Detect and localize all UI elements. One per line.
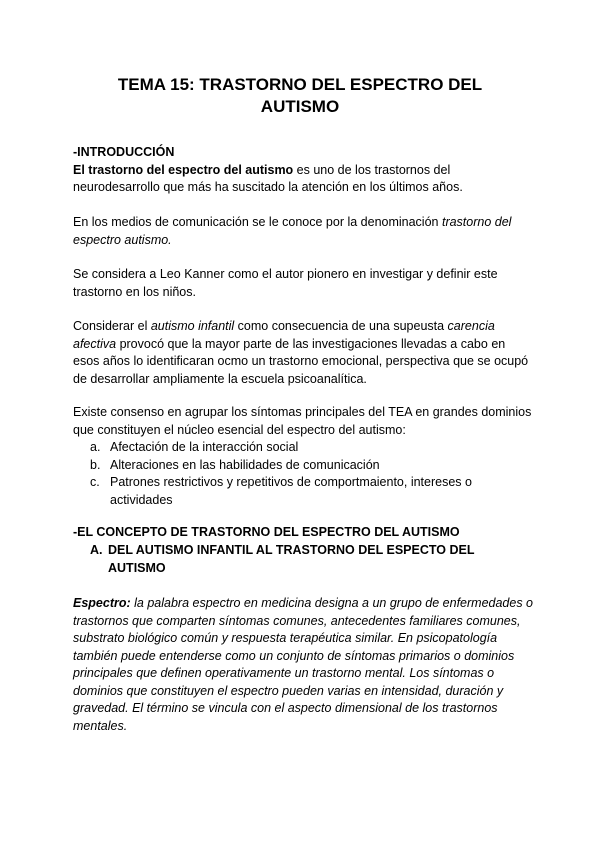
intro-p4-a: Considerar el	[73, 319, 151, 333]
intro-paragraph-3: Se considera a Leo Kanner como el autor pionero en investigar y definir este trastorno en los niños.	[73, 267, 498, 299]
definition-term: Espectro:	[73, 596, 131, 610]
list-text: Alteraciones en las habilidades de comunicación	[110, 457, 380, 472]
subheading-text: DEL AUTISMO INFANTIL AL TRASTORNO DEL ESPECTO DEL AUTISMO	[108, 543, 475, 575]
spectrum-definition	[73, 595, 533, 735]
intro-term: El trastorno del espectro del autismo	[73, 162, 294, 177]
title-line-1: TEMA 15: TRASTORNO DEL ESPECTRO DEL	[117, 75, 483, 94]
title-line-2: AUTISMO	[260, 97, 340, 116]
concept-heading: -EL CONCEPTO DE TRASTORNO DEL ESPECTRO DEL AUTISMO	[73, 525, 460, 539]
list-item	[90, 474, 530, 509]
intro-paragraph-5: Existe consenso en agrupar los síntomas principales del TEA en grandes dominios que constituyen el núcleo esencial del espectro del autismo:	[73, 405, 532, 437]
list-text: Patrones restrictivos y repetitivos de comportmaiento, intereses o actividades	[110, 475, 472, 507]
definition-text: la palabra espectro en medicina designa a un grupo de enfermedades o trastornos que comparten síntomas comunes, antecedentes familiares comunes, substrato biológico común y respuesta terapéutica similar. En psicopatología también puede entenderse como un conjunto de síntomas primarios o dominios principales que definen operativamente un trastorno mental. Los síntomas o dominios que constituyen el espectro pueden varias en intensidad, duración y gravedad. El término se vincula con el aspecto dimensional de los trastornos mentales.	[73, 596, 534, 733]
intro-p1-text: es uno de los trastornos del neurodesarrollo que más ha suscitado la atención en los últimos años.	[73, 162, 463, 194]
symptom-list	[90, 439, 530, 509]
intro-p2-text: En los medios de comunicación se le conoce por la denominación	[73, 215, 442, 229]
list-text: Afectación de la interacción social	[110, 440, 299, 454]
list-marker: a.	[90, 440, 101, 454]
intro-p4-b: como consecuencia de una supeusta	[234, 319, 448, 333]
intro-section	[73, 144, 533, 197]
list-item	[90, 439, 530, 457]
intro-p4-c: provocó que la mayor parte de las investigaciones llevadas a cabo en esos años lo identificaran ocmo un trastorno emocional, perspectiva que se ocupó de desarrollar ampliamente la escuela psicoanalítica.	[73, 336, 529, 386]
list-marker: b.	[90, 457, 101, 472]
list-marker: c.	[90, 475, 100, 489]
intro-p4-italic-1: autismo infantil	[150, 319, 235, 333]
intro-paragraph-1	[73, 162, 533, 197]
intro-heading: -INTRODUCCIÓN	[73, 145, 175, 159]
document-title	[70, 74, 530, 118]
subheading-marker: A.	[90, 543, 103, 557]
intro-p4-italic-2: carencia afectiva	[73, 319, 495, 351]
intro-p2-italic: trastorno del espectro autismo.	[73, 215, 512, 247]
intro-paragraph-4	[73, 318, 533, 388]
concept-subheading	[90, 542, 510, 577]
list-item	[90, 457, 530, 475]
intro-paragraph-2	[73, 214, 533, 249]
